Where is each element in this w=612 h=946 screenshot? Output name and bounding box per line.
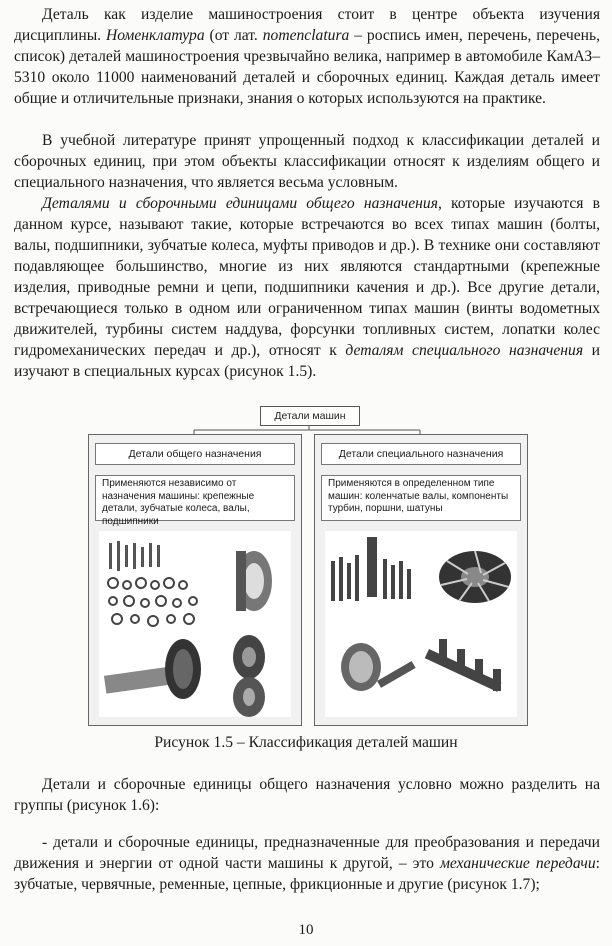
- list-item: - детали и сборочные единицы, предназначенные для преобразования и передачи движения и энергии от одной части машины к другой, – это механические передачи: зубчатые, червячные, ременные, цепные, фрикционные и другие (рисунок 1.7);: [14, 833, 600, 893]
- figure-caption: Рисунок 1.5 – Классификация деталей машин: [154, 734, 458, 751]
- paragraph-2: В учебной литературе принят упрощенный подход к классификации деталей и сборочных единиц, при этом объекты классификации относят к изделиям общего и специального назначения, что является весьма условным.: [14, 132, 600, 191]
- special-purpose-description: Применяются в определенном типе машин: коленчатые валы, компоненты турбин, поршни, шатуны: [321, 475, 521, 521]
- general-purpose-column: [88, 434, 302, 726]
- general-parts-photo: [99, 531, 291, 717]
- paragraph-3: Деталями и сборочными единицами общего назначения, которые изучаются в данном курсе, называют такие, которые встречаются во всех типах машин (болты, валы, подшипники, зубчатые колеса, муфты приводов и др.). В технике они составляют подавляющее большинство, многие из них являются стандартными (крепежные изделия, приводные ремни и цепи, подшипники качения и др.). Все другие детали, встречающиеся только в одном или ограниченном типах машин (винты водометных движителей, турбины систем наддува, форсунки топливных систем, лопатки колес гидромеханических передач и др.), относят к деталям специального назначения и изучают в специальных курсах (рисунок 1.5).: [14, 195, 601, 380]
- term-nomenclature: Номенклатура: [105, 27, 205, 44]
- term-special-purpose: деталям специального назначения: [345, 342, 584, 359]
- general-purpose-description: Применяются независимо от назначения машины: крепежные детали, зубчатые колеса, валы, подшипники: [95, 475, 295, 521]
- general-purpose-heading: Детали общего назначения: [95, 443, 295, 465]
- paragraph-4: Детали и сборочные единицы общего назначения условно можно разделить на группы (рисунок 1.6):: [14, 776, 600, 814]
- special-purpose-column: [314, 434, 528, 726]
- root-box: Детали машин: [260, 406, 360, 426]
- term-general-purpose: Деталями и сборочными единицами общего назначения: [42, 195, 438, 212]
- special-purpose-heading: Детали специального назначения: [321, 443, 521, 465]
- page-number: 10: [298, 922, 314, 938]
- classification-diagram: [88, 398, 528, 728]
- special-parts-photo: [325, 531, 517, 717]
- paragraph-1: Деталь как изделие машиностроения стоит в центре объекта изучения дисциплины. Номенклатура (от лат. nomenclatura – роспись имен, перечень, перечень, список) деталей машиностроения чрезвычайно велика, например в автомобиле КамАЗ–5310 около 11000 наименований деталей и сборочных единиц. Каждая деталь имеет общие и отличительные признаки, знания о которых используются на практике.: [14, 6, 600, 107]
- term-mechanical-transmissions: механические передачи: [439, 854, 596, 872]
- term-latin: nomenclatura: [262, 27, 350, 44]
